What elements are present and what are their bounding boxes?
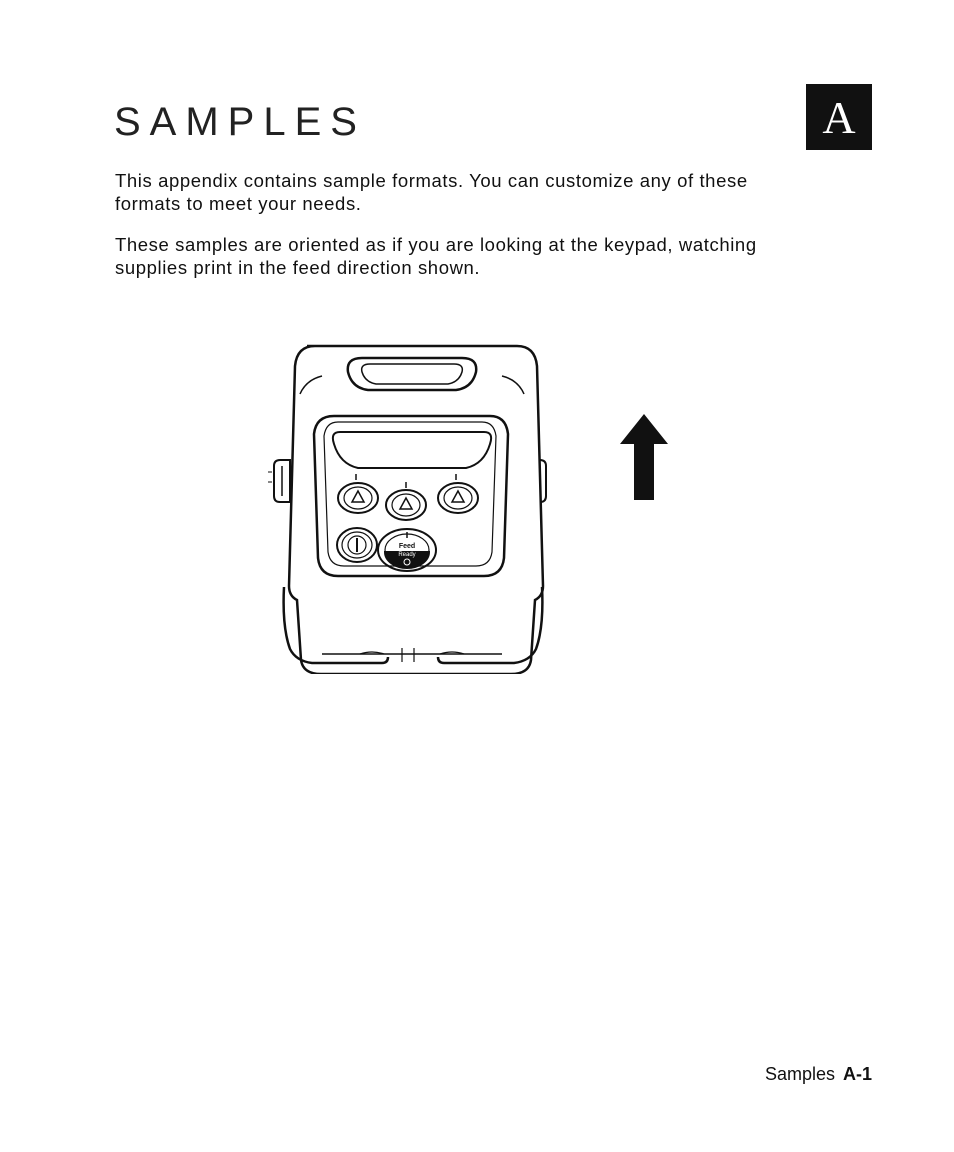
- feed-button-label: Feed: [398, 543, 416, 550]
- orientation-paragraph: These samples are oriented as if you are looking at the keypad, watching supplies print in the feed direction shown.: [115, 234, 757, 278]
- page-footer: [765, 1064, 872, 1085]
- ready-label: Ready: [398, 552, 416, 558]
- appendix-tab: [806, 84, 872, 150]
- footer-page-number: A-1: [842, 1064, 872, 1084]
- footer-section: Samples: [764, 1064, 835, 1084]
- feed-direction-arrow-icon: [620, 414, 668, 500]
- page-title: SAMPLES: [114, 100, 366, 144]
- intro-paragraph: This appendix contains sample formats. You can customize any of these formats to meet your needs.: [115, 170, 748, 214]
- printer-illustration: [262, 342, 682, 674]
- appendix-tab-letter: A: [822, 91, 856, 143]
